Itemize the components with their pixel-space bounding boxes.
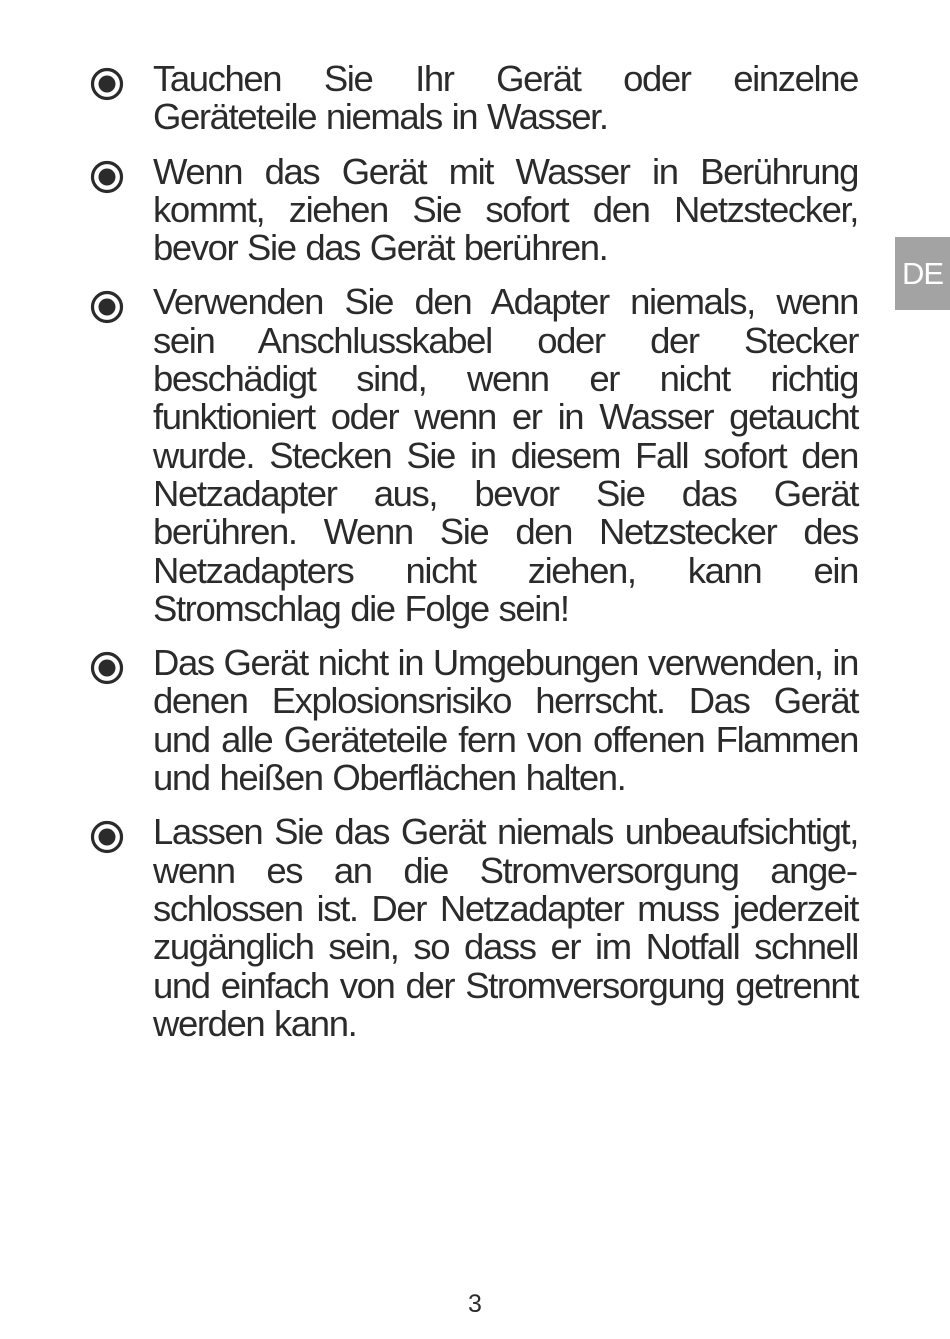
list-item-text: Das Gerät nicht in Umgebungen verwenden, in denen Explosionsrisiko herrscht. Das Gerät und alle Geräteteile fern von offenen Flammen und heißen Oberflächen halten. <box>153 642 858 799</box>
list-item <box>88 60 858 137</box>
list-item-text: Wenn das Gerät mit Wasser in Berührung kommt, ziehen Sie sofort den Netzstecker, bevor Sie das Gerät berühren. <box>153 150 858 269</box>
radio-bullet-icon <box>90 651 124 685</box>
list-item <box>88 644 858 797</box>
radio-bullet-icon <box>90 820 124 854</box>
radio-bullet-icon <box>90 290 124 324</box>
page-number: 3 <box>468 1290 482 1318</box>
list-item <box>88 150 858 269</box>
safety-instructions-list <box>88 60 858 1059</box>
list-item-text: Lassen Sie das Gerät niemals unbeaufsichtigt, wenn es an die Stromversorgung angeschlossen ist. Der Netzadapter muss jederzeit zugänglich sein, so dass er im Notfall schnell und einfach von der Stromversorgung getrennt werden kann. <box>153 811 858 1044</box>
language-tab: DE <box>895 237 950 310</box>
list-item-text: Verwenden Sie den Adapter niemals, wenn sein Anschlusskabel oder der Stecker beschädigt sind, wenn er nicht richtig funktioniert oder wenn er in Wasser getaucht wurde. Stecken Sie in diesem Fall sofort den Netzadapter aus, bevor Sie das Gerät berühren. Wenn Sie den Netzstecker des Netzadapters nicht ziehen, kann ein Stromschlag die Folge sein! <box>153 281 858 629</box>
radio-bullet-icon <box>90 160 124 194</box>
list-item <box>88 813 858 1043</box>
radio-bullet-icon <box>90 67 124 101</box>
list-item-text: Tauchen Sie Ihr Gerät oder einzelne Geräteteile niemals in Wasser. <box>153 58 858 138</box>
list-item <box>88 283 858 628</box>
